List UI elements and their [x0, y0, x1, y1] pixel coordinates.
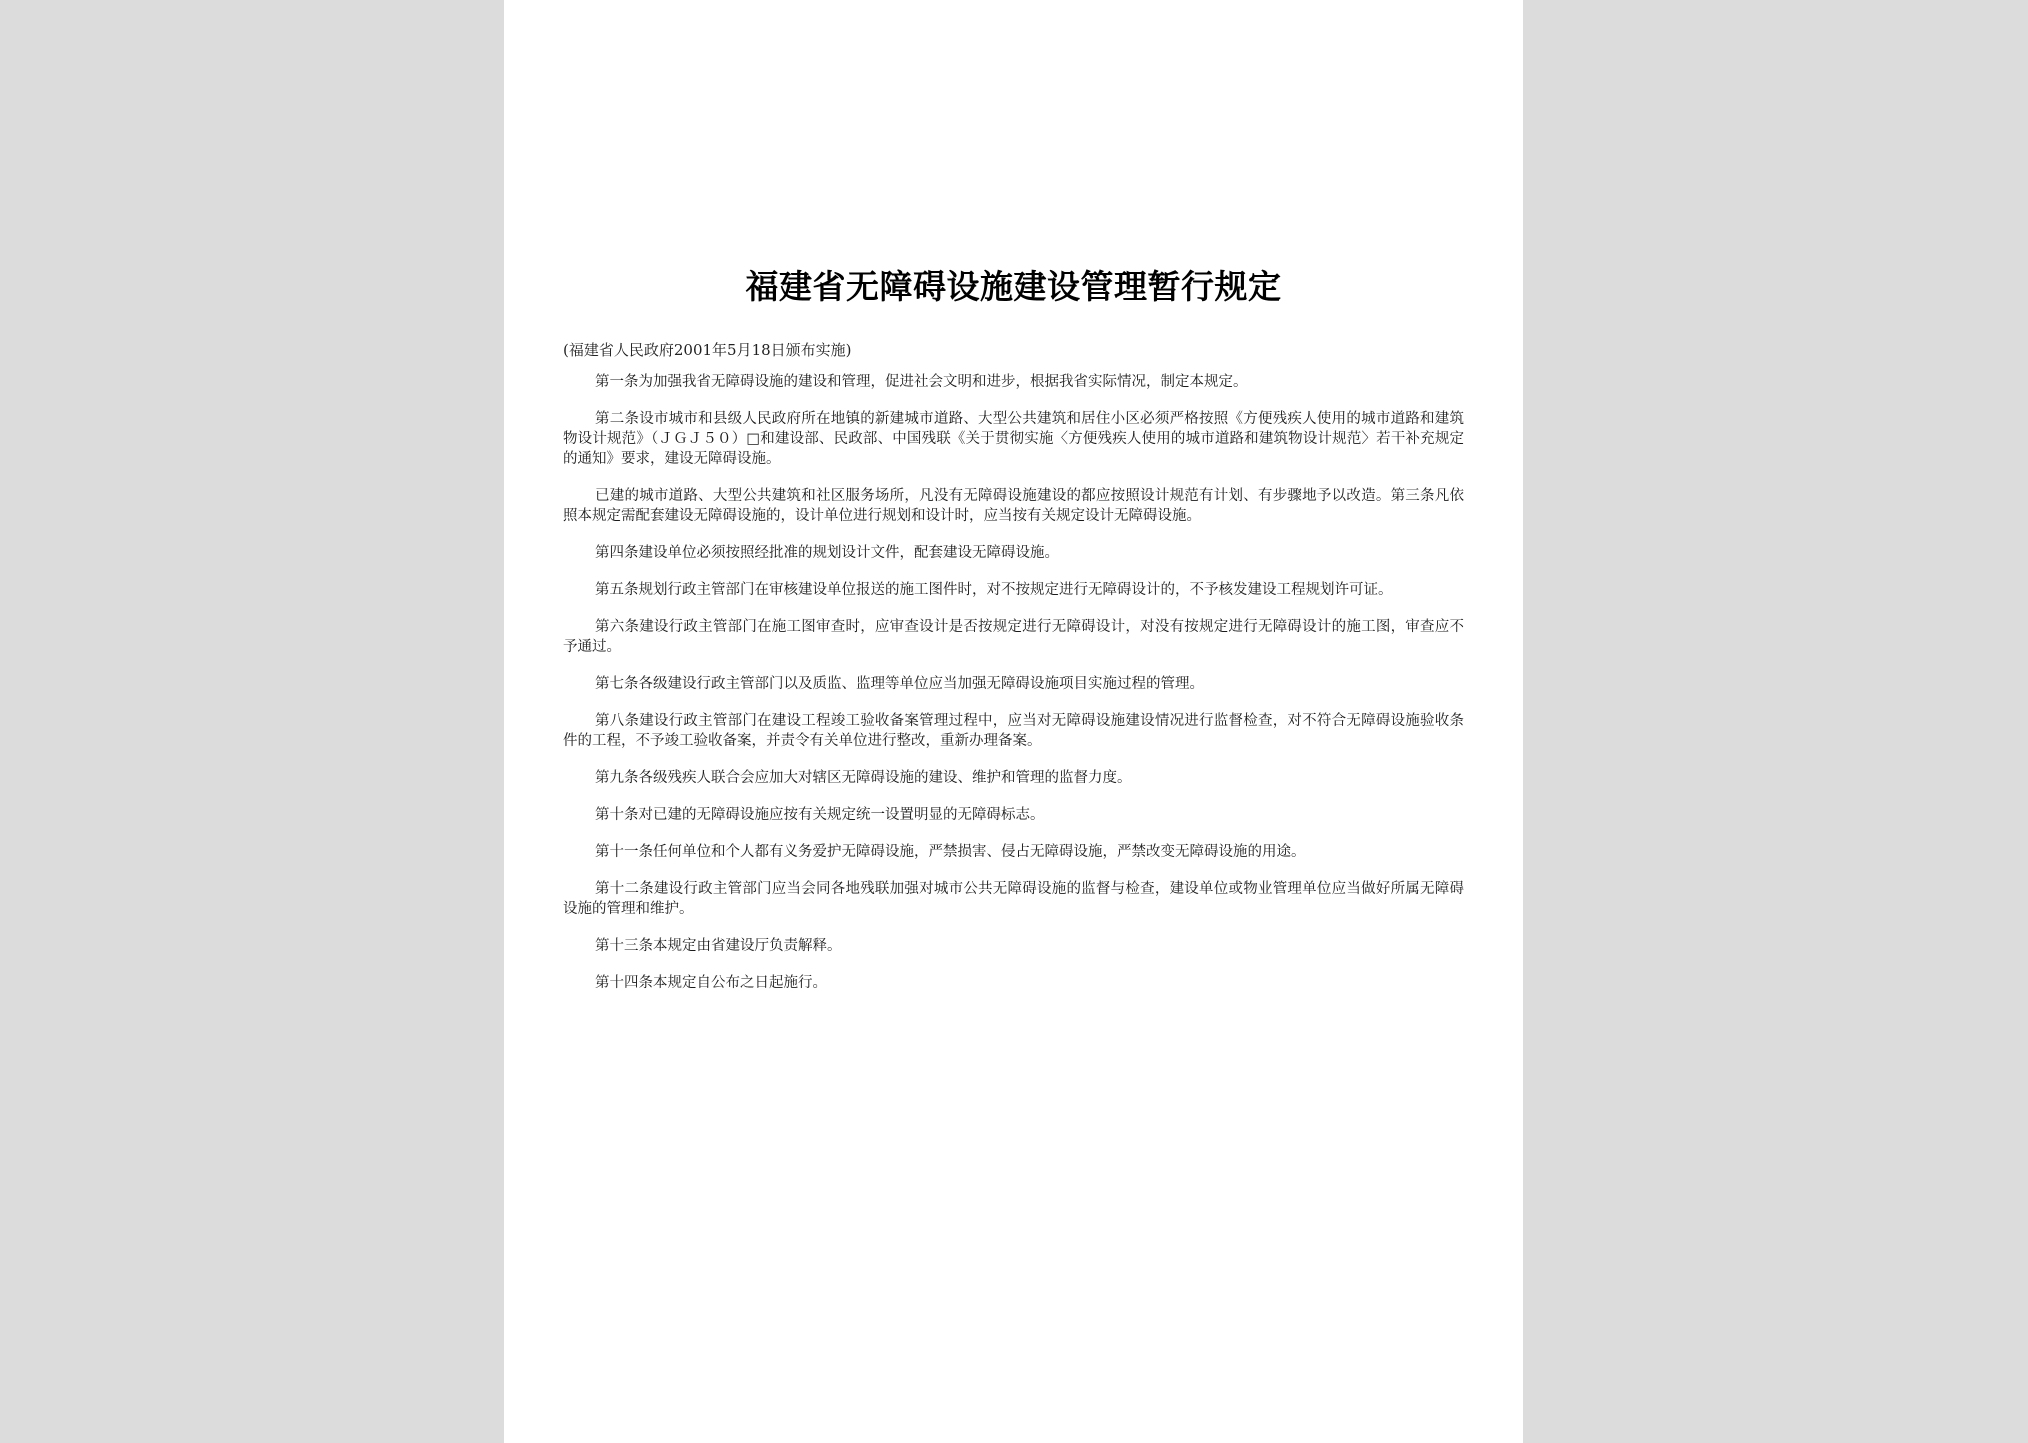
document-body — [563, 372, 1464, 993]
article-paragraph: 第七条各级建设行政主管部门以及质监、监理等单位应当加强无障碍设施项目实施过程的管理。 — [595, 676, 1204, 692]
article-paragraph: 第一条为加强我省无障碍设施的建设和管理，促进社会文明和进步，根据我省实际情况，制定本规定。 — [595, 374, 1248, 390]
article-paragraph: 第九条各级残疾人联合会应加大对辖区无障碍设施的建设、维护和管理的监督力度。 — [595, 770, 1132, 786]
article-paragraph: 第二条设市城市和县级人民政府所在地镇的新建城市道路、大型公共建筑和居住小区必须严格按照《方便残疾人使用的城市道路和建筑物设计规范》（ＪＧＪ５０）□和建设部、民政部、中国残联《关于贯彻实施〈方便残疾人使用的城市道路和建筑物设计规范〉若干补充规定的通知》要求，建设无障碍设施。 — [563, 411, 1464, 467]
article-paragraph: 第六条建设行政主管部门在施工图审查时，应审查设计是否按规定进行无障碍设计，对没有按规定进行无障碍设计的施工图，审查应不予通过。 — [563, 619, 1464, 655]
document-subtitle: (福建省人民政府2001年5月18日颁布实施) — [563, 341, 852, 359]
article-paragraph: 第十一条任何单位和个人都有义务爱护无障碍设施，严禁损害、侵占无障碍设施，严禁改变无障碍设施的用途。 — [595, 844, 1306, 860]
article-paragraph: 第四条建设单位必须按照经批准的规划设计文件，配套建设无障碍设施。 — [595, 545, 1059, 561]
document-page — [504, 0, 1523, 1443]
article-paragraph: 第五条规划行政主管部门在审核建设单位报送的施工图件时，对不按规定进行无障碍设计的，不予核发建设工程规划许可证。 — [595, 582, 1393, 598]
article-paragraph: 第十四条本规定自公布之日起施行。 — [595, 975, 827, 991]
article-paragraph: 第十三条本规定由省建设厅负责解释。 — [595, 938, 842, 954]
article-paragraph: 第十二条建设行政主管部门应当会同各地残联加强对城市公共无障碍设施的监督与检查，建设单位或物业管理单位应当做好所属无障碍设施的管理和维护。 — [563, 881, 1464, 917]
article-paragraph: 第十条对已建的无障碍设施应按有关规定统一设置明显的无障碍标志。 — [595, 807, 1045, 823]
article-paragraph: 第八条建设行政主管部门在建设工程竣工验收备案管理过程中，应当对无障碍设施建设情况进行监督检查，对不符合无障碍设施验收条件的工程，不予竣工验收备案，并责令有关单位进行整改，重新办理备案。 — [563, 713, 1464, 749]
article-paragraph: 已建的城市道路、大型公共建筑和社区服务场所，凡没有无障碍设施建设的都应按照设计规范有计划、有步骤地予以改造。第三条凡依照本规定需配套建设无障碍设施的，设计单位进行规划和设计时，应当按有关规定设计无障碍设施。 — [563, 488, 1464, 524]
document-title: 福建省无障碍设施建设管理暂行规定 — [745, 267, 1282, 306]
